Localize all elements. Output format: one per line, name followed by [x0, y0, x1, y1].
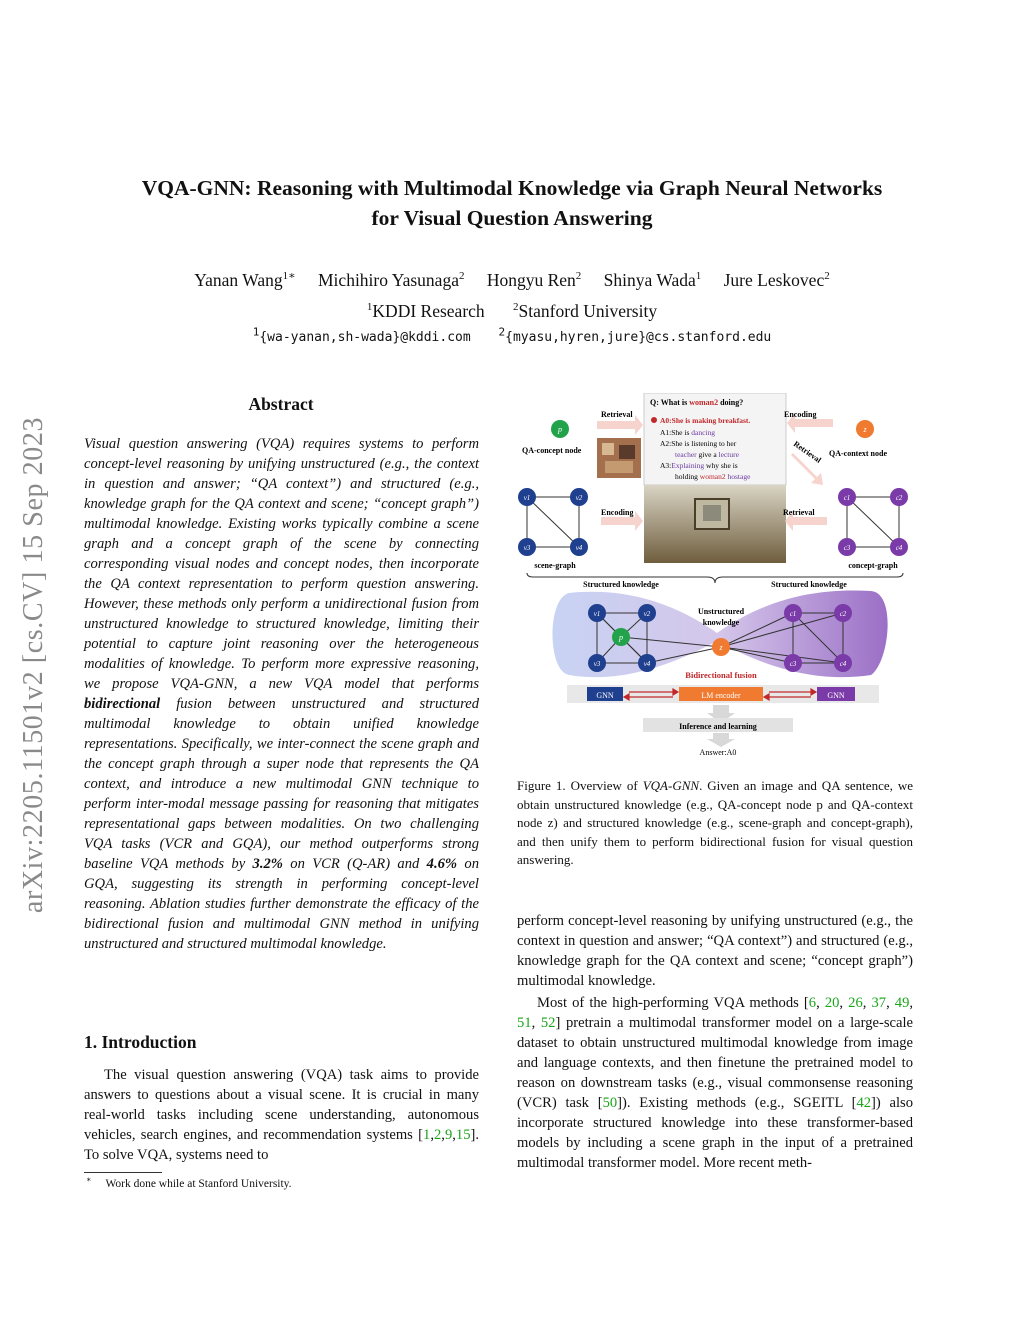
- svg-text:Inference and learning: Inference and learning: [679, 722, 757, 731]
- author: Yanan Wang$^{1∗}$: [194, 270, 296, 290]
- label-qa-context-node: QA-context node: [829, 449, 887, 458]
- svg-text:v1: v1: [523, 494, 531, 502]
- svg-text:c4: c4: [839, 660, 847, 668]
- author: Shinya Wada$^1$: [603, 270, 702, 290]
- svg-text:v2: v2: [643, 610, 651, 618]
- email[interactable]: $^1${wa-yanan,sh-wada}@kddi.com: [252, 325, 471, 345]
- answer-a2: A2:She is listening to her: [660, 439, 737, 448]
- svg-text:c2: c2: [839, 610, 847, 618]
- svg-text:z: z: [863, 425, 867, 434]
- author: Michihiro Yasunaga$^2$: [318, 270, 465, 290]
- label-structured-right: Structured knowledge: [771, 580, 847, 589]
- svg-text:v3: v3: [523, 544, 531, 552]
- svg-text:v4: v4: [643, 660, 651, 668]
- intro-paragraph-2: Most of the high-performing VQA methods [6, 20, 26, 37, 49, 51, 52] pretrain a multimodal transformer model on a large-scale dataset to obtain unstructured multimodal knowledge from image and language contexts, and then finetune the pretrained model to reason on downstream tasks (e.g., visual commonsense reasoning (VCR) task [50]). Existing methods (e.g., SGEITL [42]) also incorporate structured knowledge into these transformer-based models by including a scene graph in the input of a pretrained multimodal transformer model. More recent meth-: [517, 995, 914, 1171]
- label-retrieval-right: Retrieval: [783, 508, 815, 517]
- svg-text:v4: v4: [575, 544, 583, 552]
- footnote: ∗ Work done while at Stanford University.: [86, 1175, 292, 1190]
- abstract-heading: Abstract: [248, 394, 314, 414]
- figure-caption: Figure 1. Overview of VQA-GNN. Given an image and QA sentence, we obtain unstructured knowledge (e.g., QA-concept node p and QA-context node z) and structured knowledge (e.g., scene-graph and concept-graph), and then unify them to perform bidirectional fusion for visual question answering.: [517, 778, 913, 868]
- title-line-2: for Visual Question Answering: [371, 206, 653, 230]
- question-text: Q: What is woman2 doing?: [650, 398, 744, 407]
- answer-a1: A1:She is dancing: [660, 428, 716, 437]
- citation-link[interactable]: 50: [602, 1095, 618, 1111]
- svg-text:p: p: [619, 633, 623, 642]
- paper-title: [60, 173, 964, 233]
- answer-a3-cont: holding woman2 hostage: [675, 472, 751, 481]
- svg-text:p: p: [558, 425, 562, 434]
- label-unstructured-2: knowledge: [702, 618, 740, 627]
- svg-text:GNN: GNN: [827, 691, 845, 700]
- label-structured-left: Structured knowledge: [583, 580, 659, 589]
- svg-text:v2: v2: [575, 494, 583, 502]
- citation-link[interactable]: 26: [848, 995, 863, 1011]
- answer-a2-cont: teacher give a lecture: [675, 450, 739, 459]
- down-arrow-2: [707, 733, 735, 747]
- svg-text:v3: v3: [593, 660, 601, 668]
- citation-link[interactable]: 2: [433, 1127, 442, 1143]
- scene-graph-top: [518, 488, 588, 556]
- concept-graph-top: [838, 488, 908, 556]
- arxiv-sidebar: [8, 355, 60, 975]
- intro-continued: perform concept-level reasoning by unifying unstructured (e.g., the context in question and answer; “QA context”) and structured (e.g., knowledge graph for the QA context and scene; “concept graph”) multimodal knowledge.: [517, 913, 913, 989]
- arxiv-id: arXiv:2205.11501v2 [cs.CV] 15 Sep 2023: [18, 416, 49, 914]
- citation-link[interactable]: 37: [871, 995, 887, 1011]
- citation-link[interactable]: 52: [540, 1015, 556, 1031]
- label-qa-concept-node: QA-concept node: [522, 446, 582, 455]
- citation-link[interactable]: 49: [894, 995, 910, 1011]
- label-concept-graph: concept-graph: [848, 561, 898, 570]
- svg-text:c1: c1: [789, 610, 797, 618]
- label-encoding-top: Encoding: [784, 410, 817, 419]
- answer-a3: A3:Explaining why she is: [660, 461, 738, 470]
- tv-screen: [703, 505, 721, 521]
- svg-text:LM encoder: LM encoder: [701, 691, 741, 700]
- citation-link[interactable]: 6: [808, 995, 817, 1011]
- svg-text:GNN: GNN: [596, 691, 614, 700]
- citation-link[interactable]: 15: [455, 1127, 471, 1143]
- author: Hongyu Ren$^2$: [486, 270, 582, 290]
- svg-text:c2: c2: [895, 494, 903, 502]
- svg-text:c3: c3: [843, 544, 851, 552]
- email[interactable]: $^2${myasu,hyren,jure}@cs.stanford.edu: [498, 325, 772, 345]
- citation-link[interactable]: 51: [517, 1015, 532, 1031]
- citation-link[interactable]: 42: [856, 1095, 872, 1111]
- citation-link[interactable]: 9: [444, 1127, 453, 1143]
- footnote-rule: [84, 1172, 162, 1173]
- label-encoding-left: Encoding: [601, 508, 634, 517]
- label-unstructured-1: Unstructured: [697, 607, 745, 616]
- affiliation: $^1$KDDI Research: [366, 301, 485, 321]
- affiliations: [60, 299, 964, 323]
- svg-text:c4: c4: [895, 544, 903, 552]
- label-retrieval-top: Retrieval: [601, 410, 633, 419]
- email-list: [60, 325, 964, 347]
- label-scene-graph: scene-graph: [534, 561, 576, 570]
- section-heading-introduction: 1. Introduction: [84, 1032, 197, 1052]
- figure-diagram: [517, 393, 913, 759]
- correct-answer-dot: [651, 417, 657, 423]
- title-line-1: VQA-GNN: Reasoning with Multimodal Knowledge via Graph Neural Networks: [141, 176, 883, 200]
- intro-paragraph: The visual question answering (VQA) task aims to provide answers to questions about a visual scene. It is crucial in many real-world tasks including scene understanding, autonomous vehicles, search engines, and recommendation systems [1,2,9,15]. To solve VQA, systems need to: [84, 1067, 479, 1163]
- author-list: [60, 268, 964, 292]
- citation-link[interactable]: 1: [423, 1127, 431, 1143]
- citation-link[interactable]: 20: [824, 995, 840, 1011]
- svg-text:z: z: [719, 643, 723, 652]
- label-retrieval-diag: Retrieval: [791, 439, 823, 465]
- author: Jure Leskovec$^2$: [723, 270, 830, 290]
- affiliation: $^2$Stanford University: [513, 301, 658, 321]
- svg-text:c3: c3: [789, 660, 797, 668]
- figure-1: [517, 393, 913, 759]
- label-bidirectional-fusion: Bidirectional fusion: [685, 670, 757, 680]
- label-answer: Answer:A0: [699, 748, 737, 757]
- answer-a0: A0:She is making breakfast.: [660, 416, 751, 425]
- svg-text:v1: v1: [593, 610, 601, 618]
- svg-text:c1: c1: [843, 494, 851, 502]
- abstract-body: Visual question answering (VQA) requires systems to perform concept-level reasoning by unifying unstructured (e.g., the context in question and answer; “QA context”) and structured (e.g., knowledge graph for the QA context and scene; “concept graph”) multimodal knowledge. Existing works typically combine a scene graph and a concept graph of the scene by connecting corresponding visual nodes and concept nodes, then incorporate the QA context representation to perform question answering. However, these methods only perform a unidirectional fusion from unstructured knowledge to structured knowledge, limiting their potential to capture joint reasoning over the heterogeneous modalities of knowledge. To perform more expressive reasoning, we propose VQA-GNN, a new VQA model that performs bidirectional fusion between unstructured and structured multimodal knowledge to obtain unified knowledge representations. Specifically, we inter-connect the scene graph and the concept graph through a super node that represents the QA context, and introduce a new multimodal GNN technique to perform inter-modal message passing for reasoning that mitigates representational gaps between modalities. On two challenging VQA tasks (VCR and GQA), our method outperforms strong baseline VQA methods by 3.2% on VCR (Q-AR) and 4.6% on GQA, suggesting its strength in performing concept-level reasoning. Ablation studies further demonstrate the efficacy of the bidirectional fusion and multimodal GNN method in unifying unstructured and structured multimodal knowledge.: [84, 436, 479, 952]
